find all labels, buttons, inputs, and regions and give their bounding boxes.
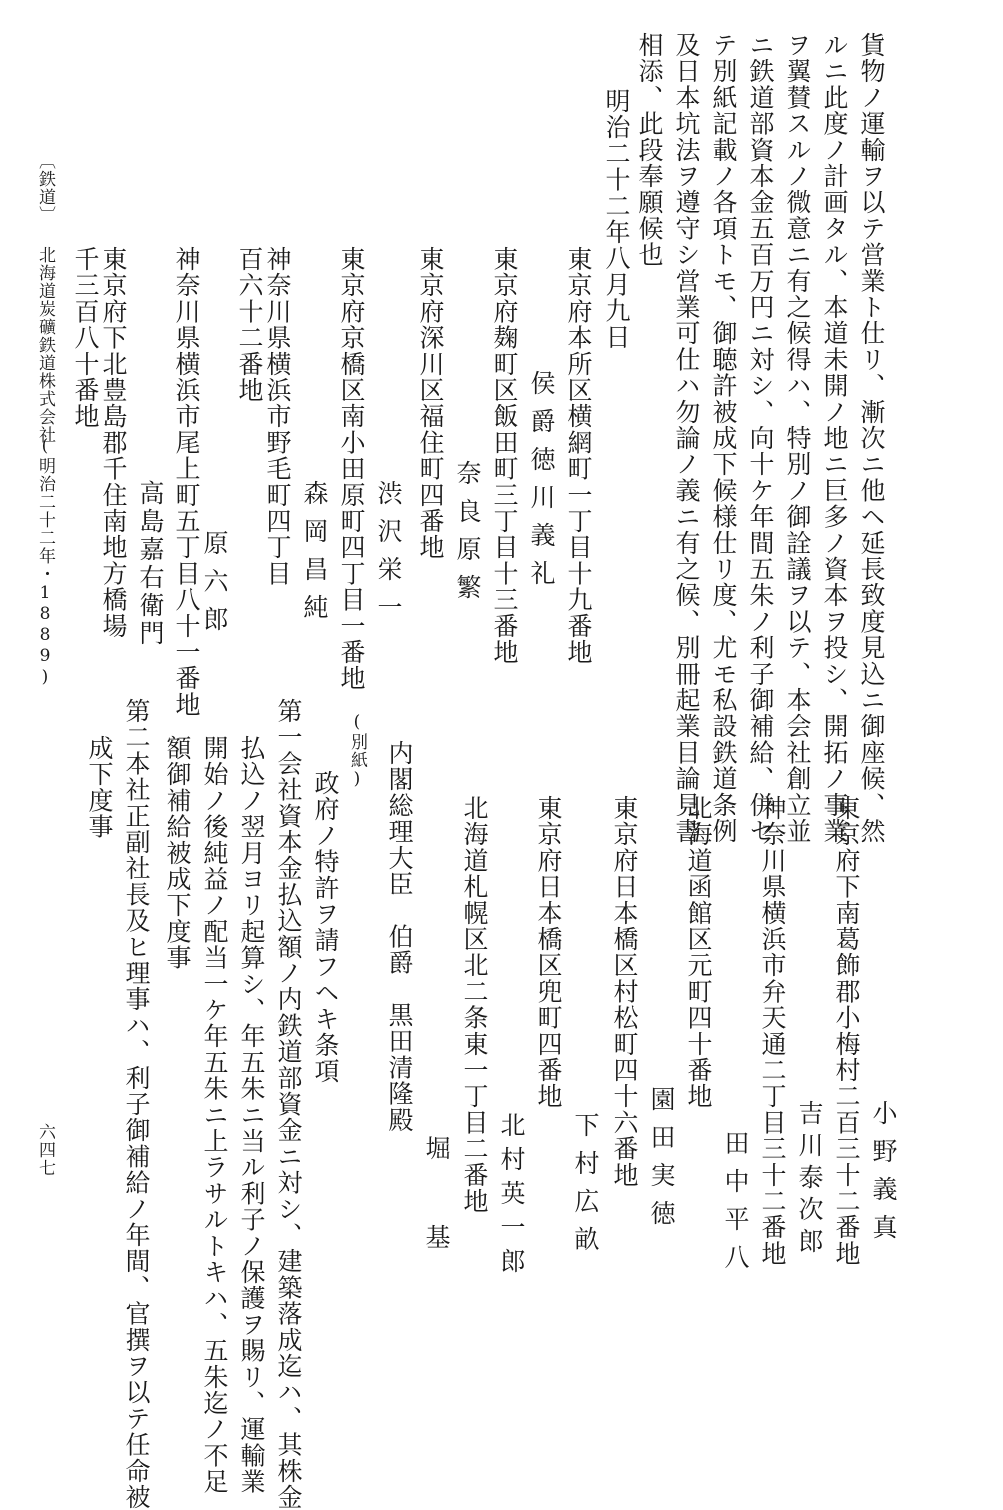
page-number: 六四七 [35,1123,55,1177]
signatory-name: 堀基 [422,1135,451,1313]
company-header: 北海道炭礦鉄道株式会社 [35,246,55,444]
signatory-name: 北村英一郎 [497,1112,526,1282]
address-line: 神奈川県横浜市弁天通二丁目三十二番地 [758,795,787,1267]
signatory-name: 原六郎 [200,530,229,644]
body-line: 額御補給被成下度事 [163,735,192,971]
signatory-name: 吉川泰次郎 [795,1100,824,1260]
address-line: 百六十二番地 [235,246,264,404]
address-line: 東京府日本橋区村松町四十六番地 [610,795,639,1188]
address-line: 東京府麹町区飯田町三丁目十三番地 [490,246,519,666]
signatory-name: 園田実徳 [647,1086,676,1238]
signatory-name: 高島嘉右衛門 [136,480,165,648]
address-line: 東京府深川区福住町四番地 [416,246,445,561]
body-line: テ別紙記載ノ各項トモ、御聴許被成下候様仕リ度、尤モ私設鉄道条例 [709,32,738,845]
signatory-name: 侯爵徳川義礼 [527,370,556,598]
address-line: 東京府京橋区南小田原町四丁目一番地 [337,246,366,692]
body-line: 開始ノ後純益ノ配当一ケ年五朱ニ上ラサルトキハ、五朱迄ノ不足 [200,735,229,1495]
signatory-name: 森岡昌純 [300,480,329,632]
body-line: ヲ翼賛スルノ微意ニ有之候得ハ、特別ノ御詮議ヲ以テ、本会社創立並 [783,32,812,845]
body-line: 相添、此段奉願候也 [635,32,664,268]
body-line: 成下度事 [85,735,114,840]
signatory-name: 奈良原繁 [453,460,482,612]
address-line: 東京府下北豊島郡千住南地方橋場 [99,246,128,639]
signatory-name: 下村広畝 [571,1112,600,1264]
address-line: 北海道札幌区北二条東一丁目二番地 [460,795,489,1215]
body-line: 貨物ノ運輸ヲ以テ営業ト仕リ、漸次ニ他ヘ延長致度見込ニ御座候、然 [857,32,886,845]
body-line: ルニ此度ノ計画タル、本道未開ノ地ニ巨多ノ資本ヲ投シ、開拓ノ事業 [820,32,849,845]
body-line: 第一会社資本金払込額ノ内鉄道部資金ニ対シ、建築落成迄ハ、其株金 [274,698,303,1510]
address-line: 神奈川県横浜市野毛町四丁目 [263,246,292,587]
signatory-name: 渋沢栄一 [374,480,403,632]
document-date: 明治二十二年八月九日 [602,88,631,350]
signatory-name: 田中平八 [721,1130,750,1282]
body-line: 払込ノ翌月ヨリ起算シ、年五朱ニ当ル利子ノ保護ヲ賜リ、運輸業 [237,735,266,1495]
body-line: ニ鉄道部資本金五百万円ニ対シ、向十ケ年間五朱ノ利子御補給、併セ [746,32,775,845]
address-line: 神奈川県横浜市尾上町五丁目八十一番地 [172,246,201,718]
section-header: 〔鉄道〕 [35,152,55,224]
era-header: (明治二十二年・1889) [35,436,55,688]
address-line: 東京府日本橋区兜町四番地 [534,795,563,1110]
signatory-name: 小野義真 [869,1100,898,1252]
address-line: 東京府下南葛飾郡小梅村二百三十二番地 [832,795,861,1267]
body-line: 及日本坑法ヲ遵守シ営業可仕ハ勿論ノ義ニ有之候、別冊起業目論見書 [672,32,701,845]
recipient-line: 内閣総理大臣 伯爵 黒田清隆殿 [385,740,414,1133]
address-line: 千三百八十番地 [71,246,100,430]
attachment-title: 政府ノ特許ヲ請フヘキ条項 [311,770,340,1085]
address-line: 東京府本所区横網町一丁目十九番地 [564,246,593,666]
address-line: 北海道函館区元町四十番地 [684,795,713,1110]
attachment-label: (別紙) [347,712,367,790]
body-line: 第二本社正副社長及ヒ理事ハ、利子御補給ノ年間、官撰ヲ以テ任命被 [122,698,151,1510]
